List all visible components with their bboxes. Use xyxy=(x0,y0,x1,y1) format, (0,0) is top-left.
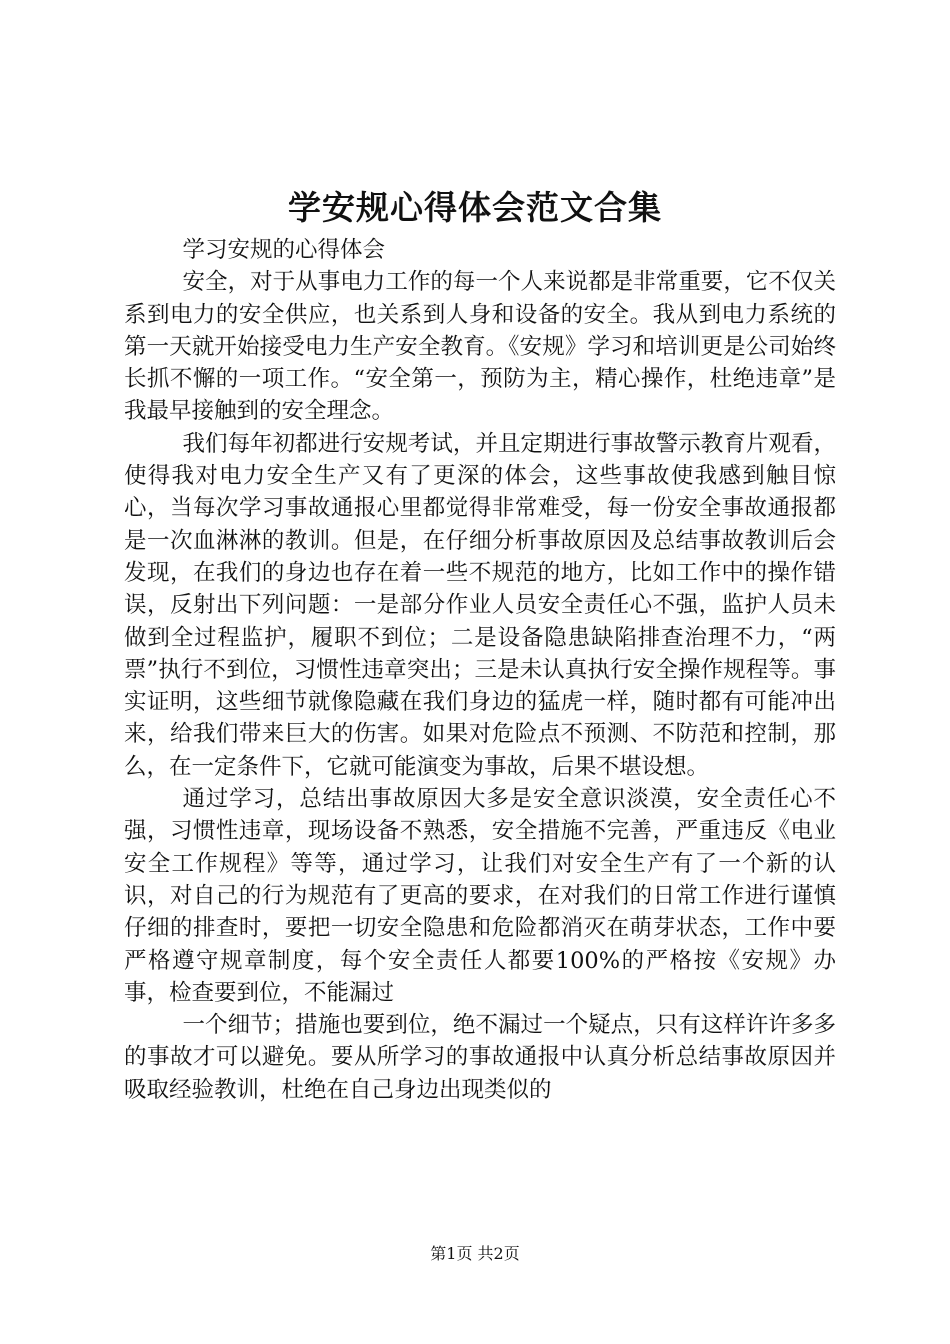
paragraph: 我们每年初都进行安规考试，并且定期进行事故警示教育片观看，使得我对电力安全生产又有了更深的体会，这些事故使我感到触目惊心，当每次学习事故通报心里都觉得非常难受，每一份安全事故通报都是一次血淋淋的教训。但是，在仔细分析事故原因及总结事故教训后会发现，在我们的身边也存在着一些不规范的地方，比如工作中的操作错误，反射出下列问题：一是部分作业人员安全责任心不强，监护人员未做到全过程监护，履职不到位；二是设备隐患缺陷排查治理不力，“两票”执行不到位，习惯性违章突出；三是未认真执行安全操作规程等。事实证明，这些细节就像隐藏在我们身边的猛虎一样，随时都有可能冲出来，给我们带来巨大的伤害。如果对危险点不预测、不防范和控制，那么，在一定条件下，它就可能演变为事故，后果不堪设想。 xyxy=(124,430,836,780)
paragraph-subtitle: 学习安规的心得体会 xyxy=(182,237,386,263)
paragraph: 通过学习，总结出事故原因大多是安全意识淡漠，安全责任心不强，习惯性违章，现场设备不熟悉，安全措施不完善，严重违反《电业安全工作规程》等等，通过学习，让我们对安全生产有了一个新的认识，对自己的行为规范有了更高的要求，在对我们的日常工作进行谨慎仔细的排查时，要把一切安全隐患和危险都消灭在萌芽状态，工作中要严格遵守规章制度，每个安全责任人都要100%的严格按《安规》办事，检查要到位，不能漏过 xyxy=(124,786,836,1006)
paragraph: 安全，对于从事电力工作的每一个人来说都是非常重要，它不仅关系到电力的安全供应，也关系到人身和设备的安全。我从到电力系统的第一天就开始接受电力生产安全教育。《安规》学习和培训更是公司始终长抓不懈的一项工作。“安全第一，预防为主，精心操作，杜绝违章”是我最早接触到的安全理念。 xyxy=(124,269,836,425)
page-number-footer: 第1页 共2页 xyxy=(430,1244,520,1263)
paragraph: 一个细节；措施也要到位，绝不漏过一个疑点，只有这样许许多多的事故才可以避免。要从所学习的事故通报中认真分析总结事故原因并吸取经验教训，杜绝在自己身边出现类似的 xyxy=(124,1012,836,1103)
document-body xyxy=(124,234,836,1106)
document-title: 学安规心得体会范文合集 xyxy=(288,188,662,227)
